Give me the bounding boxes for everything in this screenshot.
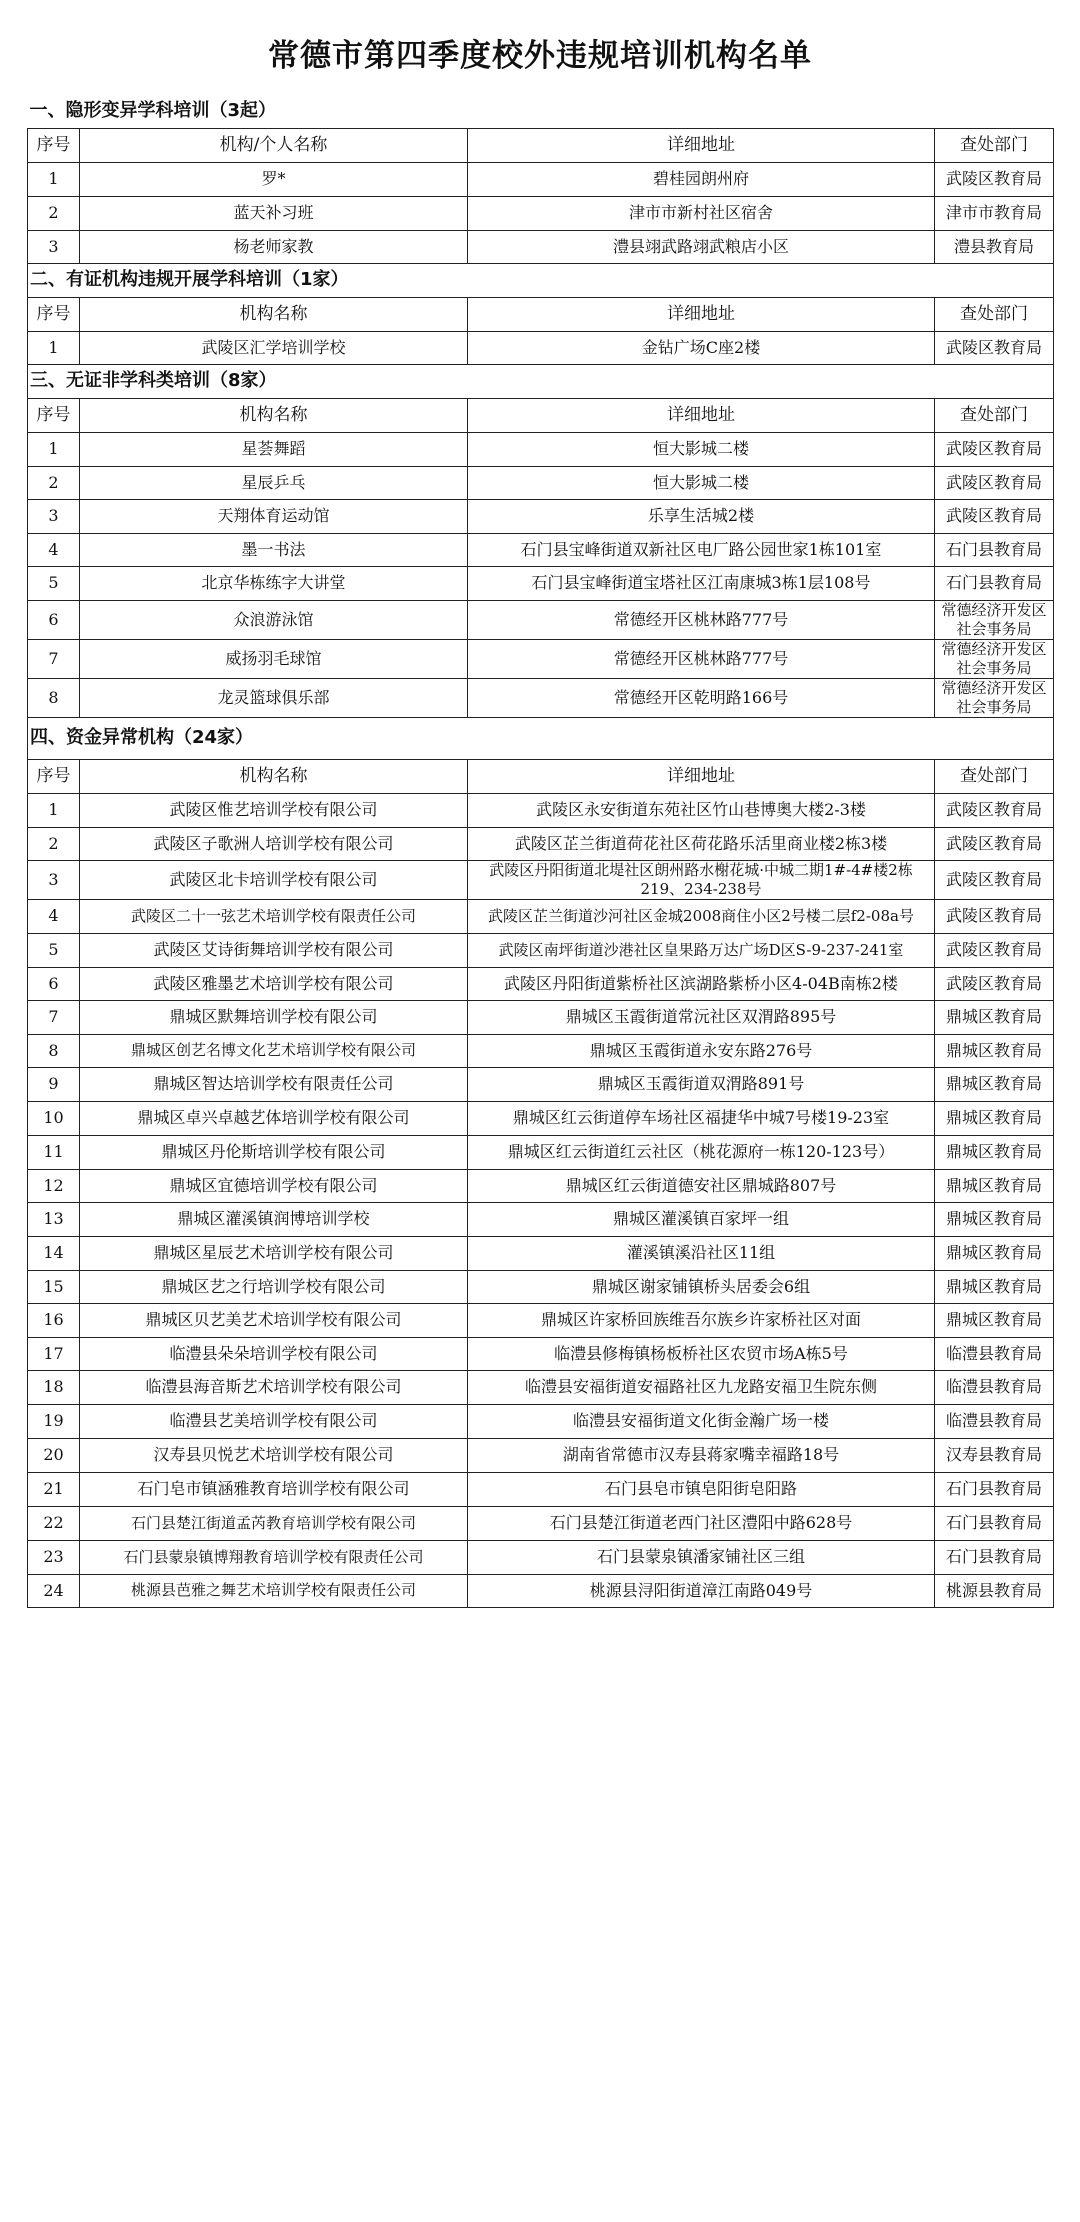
- org-name: 临澧县艺美培训学校有限公司: [80, 1404, 468, 1438]
- address: 临澧县安福街道文化街金瀚广场一楼: [468, 1404, 935, 1438]
- address: 金钻广场C座2楼: [468, 331, 935, 364]
- row-number: 3: [28, 230, 80, 263]
- department: 鼎城区教育局: [935, 1202, 1054, 1236]
- address: 湖南省常德市汉寿县蒋家嘴幸福路18号: [468, 1438, 935, 1472]
- org-name: 威扬羽毛球馆: [80, 639, 468, 678]
- department: 武陵区教育局: [935, 331, 1054, 364]
- row-number: 7: [28, 1000, 80, 1034]
- department: 石门县教育局: [935, 533, 1054, 566]
- address: 临澧县安福街道安福路社区九龙路安福卫生院东侧: [468, 1370, 935, 1404]
- table-row: [28, 860, 1054, 899]
- table-row: [28, 1169, 1054, 1202]
- row-number: 9: [28, 1067, 80, 1101]
- org-name: 鼎城区艺之行培训学校有限公司: [80, 1270, 468, 1303]
- row-number: 3: [28, 860, 80, 899]
- section-heading: 二、有证机构违规开展学科培训（1家）: [28, 263, 1054, 297]
- row-number: 2: [28, 196, 80, 230]
- address: 石门县宝峰街道宝塔社区江南康城3栋1层108号: [468, 566, 935, 600]
- address: 武陵区芷兰街道荷花社区荷花路乐活里商业楼2栋3楼: [468, 827, 935, 860]
- org-name: 武陵区汇学培训学校: [80, 331, 468, 364]
- org-name: 鼎城区宜德培训学校有限公司: [80, 1169, 468, 1202]
- row-number: 20: [28, 1438, 80, 1472]
- address: 石门县蒙泉镇潘家铺社区三组: [468, 1540, 935, 1574]
- org-name: 鼎城区卓兴卓越艺体培训学校有限公司: [80, 1101, 468, 1135]
- row-number: 1: [28, 162, 80, 196]
- org-name: 武陵区北卡培训学校有限公司: [80, 860, 468, 899]
- org-name: 鼎城区默舞培训学校有限公司: [80, 1000, 468, 1034]
- department: 鼎城区教育局: [935, 1034, 1054, 1067]
- org-name: 鼎城区丹伦斯培训学校有限公司: [80, 1135, 468, 1169]
- header-name: 机构名称: [80, 759, 468, 793]
- header-name: 机构名称: [80, 297, 468, 331]
- table-row: [28, 1337, 1054, 1370]
- row-number: 14: [28, 1236, 80, 1270]
- address: 石门县宝峰街道双新社区电厂路公园世家1栋101室: [468, 533, 935, 566]
- row-number: 22: [28, 1506, 80, 1540]
- address: 鼎城区玉霞街道常沅社区双渭路895号: [468, 1000, 935, 1034]
- table-row: [28, 533, 1054, 566]
- row-number: 6: [28, 600, 80, 639]
- department: 鼎城区教育局: [935, 1000, 1054, 1034]
- column-header-row: [28, 128, 1054, 162]
- row-number: 11: [28, 1135, 80, 1169]
- section-heading-row: [28, 263, 1054, 297]
- table-row: [28, 1236, 1054, 1270]
- table-row: [28, 1000, 1054, 1034]
- department: 武陵区教育局: [935, 432, 1054, 466]
- table-row: [28, 1034, 1054, 1067]
- address: 碧桂园朗州府: [468, 162, 935, 196]
- column-header-row: [28, 398, 1054, 432]
- table-row: [28, 967, 1054, 1000]
- address: 石门县皂市镇皂阳街皂阳路: [468, 1472, 935, 1506]
- address: 鼎城区玉霞街道双渭路891号: [468, 1067, 935, 1101]
- org-name: 武陵区艾诗街舞培训学校有限公司: [80, 933, 468, 967]
- department: 桃源县教育局: [935, 1574, 1054, 1607]
- table-row: [28, 230, 1054, 263]
- header-dept: 查处部门: [935, 398, 1054, 432]
- row-number: 19: [28, 1404, 80, 1438]
- header-address: 详细地址: [468, 398, 935, 432]
- table-row: [28, 1506, 1054, 1540]
- org-name: 众浪游泳馆: [80, 600, 468, 639]
- table-row: [28, 793, 1054, 827]
- department: 常德经济开发区社会事务局: [935, 639, 1054, 678]
- column-header-row: [28, 297, 1054, 331]
- org-name: 鼎城区智达培训学校有限责任公司: [80, 1067, 468, 1101]
- org-name: 鼎城区贝艺美艺术培训学校有限公司: [80, 1303, 468, 1337]
- address: 鼎城区谢家铺镇桥头居委会6组: [468, 1270, 935, 1303]
- org-name: 星辰乒乓: [80, 466, 468, 499]
- org-name: 龙灵篮球俱乐部: [80, 678, 468, 717]
- address: 灌溪镇溪沿社区11组: [468, 1236, 935, 1270]
- org-name: 罗*: [80, 162, 468, 196]
- row-number: 2: [28, 466, 80, 499]
- row-number: 24: [28, 1574, 80, 1607]
- row-number: 17: [28, 1337, 80, 1370]
- row-number: 10: [28, 1101, 80, 1135]
- org-name: 武陵区二十一弦艺术培训学校有限责任公司: [80, 899, 468, 933]
- row-number: 2: [28, 827, 80, 860]
- department: 石门县教育局: [935, 1506, 1054, 1540]
- org-name: 汉寿县贝悦艺术培训学校有限公司: [80, 1438, 468, 1472]
- department: 津市市教育局: [935, 196, 1054, 230]
- org-name: 石门县楚江街道孟芮教育培训学校有限公司: [80, 1506, 468, 1540]
- header-no: 序号: [28, 297, 80, 331]
- row-number: 8: [28, 678, 80, 717]
- org-name: 鼎城区星辰艺术培训学校有限公司: [80, 1236, 468, 1270]
- address: 武陵区芷兰街道沙河社区金城2008商住小区2号楼二层f2-08a号: [468, 899, 935, 933]
- address: 澧县翊武路翊武粮店小区: [468, 230, 935, 263]
- org-name: 鼎城区创艺名博文化艺术培训学校有限公司: [80, 1034, 468, 1067]
- header-name: 机构/个人名称: [80, 128, 468, 162]
- page-title: 常德市第四季度校外违规培训机构名单: [268, 38, 812, 74]
- table-row: [28, 1202, 1054, 1236]
- column-header-row: [28, 759, 1054, 793]
- department: 鼎城区教育局: [935, 1270, 1054, 1303]
- department: 鼎城区教育局: [935, 1169, 1054, 1202]
- row-number: 1: [28, 331, 80, 364]
- table-row: [28, 1404, 1054, 1438]
- org-name: 北京华栋练字大讲堂: [80, 566, 468, 600]
- department: 常德经济开发区社会事务局: [935, 600, 1054, 639]
- row-number: 6: [28, 967, 80, 1000]
- table-row: [28, 162, 1054, 196]
- department: 澧县教育局: [935, 230, 1054, 263]
- table-row: [28, 1574, 1054, 1607]
- address: 武陵区丹阳街道北堤社区朗州路水榭花城·中城二期1#-4#楼2栋219、234-238号: [468, 860, 935, 899]
- department: 武陵区教育局: [935, 162, 1054, 196]
- table-row: [28, 827, 1054, 860]
- header-no: 序号: [28, 398, 80, 432]
- header-dept: 查处部门: [935, 759, 1054, 793]
- header-dept: 查处部门: [935, 128, 1054, 162]
- table-row: [28, 432, 1054, 466]
- table-row: [28, 1270, 1054, 1303]
- department: 武陵区教育局: [935, 860, 1054, 899]
- address: 武陵区南坪街道沙港社区皇果路万达广场D区S-9-237-241室: [468, 933, 935, 967]
- address: 石门县楚江街道老西门社区澧阳中路628号: [468, 1506, 935, 1540]
- department: 鼎城区教育局: [935, 1067, 1054, 1101]
- department: 临澧县教育局: [935, 1337, 1054, 1370]
- address: 乐享生活城2楼: [468, 499, 935, 533]
- header-name: 机构名称: [80, 398, 468, 432]
- department: 武陵区教育局: [935, 899, 1054, 933]
- header-address: 详细地址: [468, 297, 935, 331]
- header-no: 序号: [28, 128, 80, 162]
- address: 津市市新村社区宿舍: [468, 196, 935, 230]
- section-heading: 四、资金异常机构（24家）: [28, 717, 1054, 759]
- row-number: 21: [28, 1472, 80, 1506]
- header-no: 序号: [28, 759, 80, 793]
- section-heading-row: [28, 364, 1054, 398]
- department: 石门县教育局: [935, 1540, 1054, 1574]
- row-number: 1: [28, 793, 80, 827]
- section-heading: 一、隐形变异学科培训（3起）: [29, 99, 277, 121]
- department: 武陵区教育局: [935, 466, 1054, 499]
- row-number: 16: [28, 1303, 80, 1337]
- table-row: [28, 466, 1054, 499]
- table-row: [28, 1303, 1054, 1337]
- address: 武陵区丹阳街道紫桥社区滨湖路紫桥小区4-04B南栋2楼: [468, 967, 935, 1000]
- department: 武陵区教育局: [935, 967, 1054, 1000]
- department: 鼎城区教育局: [935, 1135, 1054, 1169]
- department: 临澧县教育局: [935, 1404, 1054, 1438]
- row-number: 3: [28, 499, 80, 533]
- org-name: 石门县蒙泉镇博翔教育培训学校有限责任公司: [80, 1540, 468, 1574]
- table-row: [28, 499, 1054, 533]
- address: 鼎城区红云街道德安社区鼎城路807号: [468, 1169, 935, 1202]
- address: 鼎城区红云街道停车场社区福捷华中城7号楼19-23室: [468, 1101, 935, 1135]
- row-number: 5: [28, 566, 80, 600]
- org-name: 临澧县朵朵培训学校有限公司: [80, 1337, 468, 1370]
- row-number: 23: [28, 1540, 80, 1574]
- row-number: 18: [28, 1370, 80, 1404]
- address: 鼎城区许家桥回族维吾尔族乡许家桥社区对面: [468, 1303, 935, 1337]
- header-address: 详细地址: [468, 128, 935, 162]
- table-row: [28, 639, 1054, 678]
- department: 鼎城区教育局: [935, 1101, 1054, 1135]
- address: 常德经开区乾明路166号: [468, 678, 935, 717]
- row-number: 15: [28, 1270, 80, 1303]
- org-name: 武陵区雅墨艺术培训学校有限公司: [80, 967, 468, 1000]
- department: 临澧县教育局: [935, 1370, 1054, 1404]
- org-name: 星荟舞蹈: [80, 432, 468, 466]
- department: 石门县教育局: [935, 566, 1054, 600]
- address: 常德经开区桃林路777号: [468, 639, 935, 678]
- header-dept: 查处部门: [935, 297, 1054, 331]
- section-heading-row: [28, 94, 1054, 128]
- department: 武陵区教育局: [935, 499, 1054, 533]
- table-row: [28, 331, 1054, 364]
- department: 鼎城区教育局: [935, 1236, 1054, 1270]
- section-heading: 三、无证非学科类培训（8家）: [28, 364, 1054, 398]
- address: 鼎城区灌溪镇百家坪一组: [468, 1202, 935, 1236]
- row-number: 7: [28, 639, 80, 678]
- table-row: [28, 1472, 1054, 1506]
- table-row: [28, 1370, 1054, 1404]
- org-name: 石门皂市镇涵雅教育培训学校有限公司: [80, 1472, 468, 1506]
- row-number: 1: [28, 432, 80, 466]
- department: 石门县教育局: [935, 1472, 1054, 1506]
- org-name: 蓝天补习班: [80, 196, 468, 230]
- address: 常德经开区桃林路777号: [468, 600, 935, 639]
- org-name: 墨一书法: [80, 533, 468, 566]
- org-name: 武陵区惟艺培训学校有限公司: [80, 793, 468, 827]
- row-number: 12: [28, 1169, 80, 1202]
- row-number: 4: [28, 533, 80, 566]
- org-name: 桃源县芭雅之舞艺术培训学校有限责任公司: [80, 1574, 468, 1607]
- row-number: 4: [28, 899, 80, 933]
- table-row: [28, 196, 1054, 230]
- address: 临澧县修梅镇杨板桥社区农贸市场A栋5号: [468, 1337, 935, 1370]
- department: 武陵区教育局: [935, 793, 1054, 827]
- table-row: [28, 1101, 1054, 1135]
- section-heading-row: [28, 717, 1054, 759]
- row-number: 8: [28, 1034, 80, 1067]
- address: 恒大影城二楼: [468, 466, 935, 499]
- table-row: [28, 899, 1054, 933]
- row-number: 5: [28, 933, 80, 967]
- org-name: 杨老师家教: [80, 230, 468, 263]
- table-row: [28, 1540, 1054, 1574]
- org-name: 武陵区子歌洲人培训学校有限公司: [80, 827, 468, 860]
- table-row: [28, 1135, 1054, 1169]
- row-number: 13: [28, 1202, 80, 1236]
- department: 武陵区教育局: [935, 827, 1054, 860]
- address: 桃源县浔阳街道漳江南路049号: [468, 1574, 935, 1607]
- org-name: 鼎城区灌溪镇润博培训学校: [80, 1202, 468, 1236]
- org-name: 临澧县海音斯艺术培训学校有限公司: [80, 1370, 468, 1404]
- table-row: [28, 1067, 1054, 1101]
- table-row: [28, 1438, 1054, 1472]
- department: 鼎城区教育局: [935, 1303, 1054, 1337]
- address: 鼎城区红云街道红云社区（桃花源府一栋120-123号）: [468, 1135, 935, 1169]
- department: 常德经济开发区社会事务局: [935, 678, 1054, 717]
- table-row: [28, 566, 1054, 600]
- department: 武陵区教育局: [935, 933, 1054, 967]
- org-name: 天翔体育运动馆: [80, 499, 468, 533]
- violation-list-table: [27, 94, 1054, 1608]
- department: 汉寿县教育局: [935, 1438, 1054, 1472]
- table-row: [28, 600, 1054, 639]
- table-row: [28, 933, 1054, 967]
- header-address: 详细地址: [468, 759, 935, 793]
- table-row: [28, 678, 1054, 717]
- table-body: [28, 94, 1054, 1607]
- address: 武陵区永安街道东苑社区竹山巷博奥大楼2-3楼: [468, 793, 935, 827]
- address: 恒大影城二楼: [468, 432, 935, 466]
- address: 鼎城区玉霞街道永安东路276号: [468, 1034, 935, 1067]
